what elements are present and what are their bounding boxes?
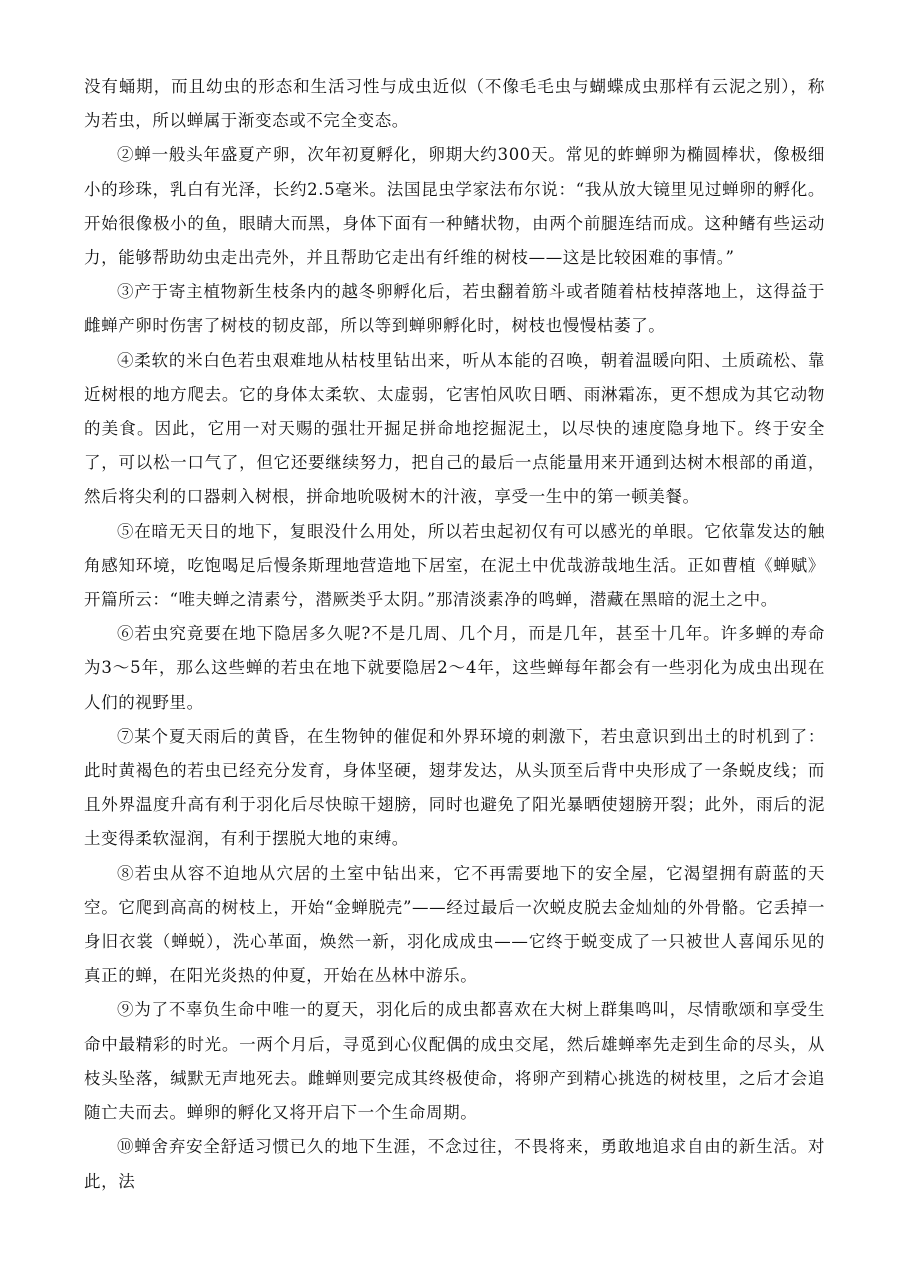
paragraph-2: ②蝉一般头年盛夏产卵，次年初夏孵化，卵期大约300天。常见的蚱蝉卵为椭圆棒状，像极细小的珍珠，乳白有光泽，长约2.5毫米。法国昆虫学家法布尔说：“我从放大镜里见过蝉卵的孵化。开始很像极小的鱼，眼睛大而黑，身体下面有一种鳍状物，由两个前腿连结而成。这种鳍有些运动力，能够帮助幼虫走出壳外，并且帮助它走出有纤维的树枝——这是比较困难的事情。”: [84, 145, 825, 268]
article-body: [84, 70, 825, 1199]
paragraph-8: ⑧若虫从容不迫地从穴居的土室中钻出来，它不再需要地下的安全屋，它渴望拥有蔚蓝的天空。它爬到高高的树枝上，开始“金蝉脱壳”——经过最后一次蜕皮脱去金灿灿的外骨骼。它丢掉一身旧衣裳（蝉蜕），洗心革面，焕然一新，羽化成成虫——它终于蜕变成了一只被世人喜闻乐见的真正的蝉，在阳光炎热的仲夏，开始在丛林中游乐。: [84, 863, 825, 986]
paragraph-3: ③产于寄主植物新生枝条内的越冬卵孵化后，若虫翻着筋斗或者随着枯枝掉落地上，这得益于雌蝉产卵时伤害了树枝的韧皮部，所以等到蝉卵孵化时，树枝也慢慢枯萎了。: [84, 282, 825, 336]
paragraph-5: ⑤在暗无天日的地下，复眼没什么用处，所以若虫起初仅有可以感光的单眼。它依靠发达的触角感知环境，吃饱喝足后慢条斯理地营造地下居室，在泥土中优哉游哉地生活。正如曹植《蝉赋》开篇所云：“唯夫蝉之清素兮，潜厥类乎太阴。”那清淡素净的鸣蝉，潜藏在黑暗的泥土之中。: [84, 521, 825, 610]
paragraph-6: ⑥若虫究竟要在地下隐居多久呢?不是几周、几个月，而是几年，甚至十几年。许多蝉的寿命为3～5年，那么这些蝉的若虫在地下就要隐居2～4年，这些蝉每年都会有一些羽化为成虫出现在人们的视野里。: [84, 624, 825, 712]
paragraph-9: ⑨为了不辜负生命中唯一的夏天，羽化后的成虫都喜欢在大树上群集鸣叫，尽情歌颂和享受生命中最精彩的时光。一两个月后，寻觅到心仪配偶的成虫交尾，然后雄蝉率先走到生命的尽头，从枝头坠落，缄默无声地死去。雌蝉则要完成其终极使命，将卵产到精心挑选的树枝里，之后才会追随亡夫而去。蝉卵的孵化又将开启下一个生命周期。: [84, 1000, 825, 1123]
paragraph-10: ⑩蝉舍弃安全舒适习惯已久的地下生涯，不念过往，不畏将来，勇敢地追求自由的新生活。对此，法: [84, 1137, 825, 1191]
paragraph-4: ④柔软的米白色若虫艰难地从枯枝里钻出来，听从本能的召唤，朝着温暖向阳、土质疏松、靠近树根的地方爬去。它的身体太柔软、太虚弱，它害怕风吹日晒、雨淋霜冻，更不想成为其它动物的美食。因此，它用一对天赐的强壮开掘足拼命地挖掘泥土，以尽快的速度隐身地下。终于安全了，可以松一口气了，但它还要继续努力，把自己的最后一点能量用来开通到达树木根部的甬道，然后将尖利的口器刺入树根，拼命地吮吸树木的汁液，享受一生中的第一顿美餐。: [84, 350, 825, 507]
paragraph-7: ⑦某个夏天雨后的黄昏，在生物钟的催促和外界环境的刺激下，若虫意识到出土的时机到了：此时黄褐色的若虫已经充分发育，身体坚硬，翅芽发达，从头顶至后背中央形成了一条蜕皮线；而且外界温度升高有利于羽化后尽快晾干翅膀，同时也避免了阳光暴晒使翅膀开裂；此外，雨后的泥土变得柔软湿润，有利于摆脱大地的束缚。: [84, 726, 825, 849]
paragraph-continuation: 没有蛹期，而且幼虫的形态和生活习性与成虫近似（不像毛毛虫与蝴蝶成虫那样有云泥之别），称为若虫，所以蝉属于渐变态或不完全变态。: [84, 77, 825, 131]
